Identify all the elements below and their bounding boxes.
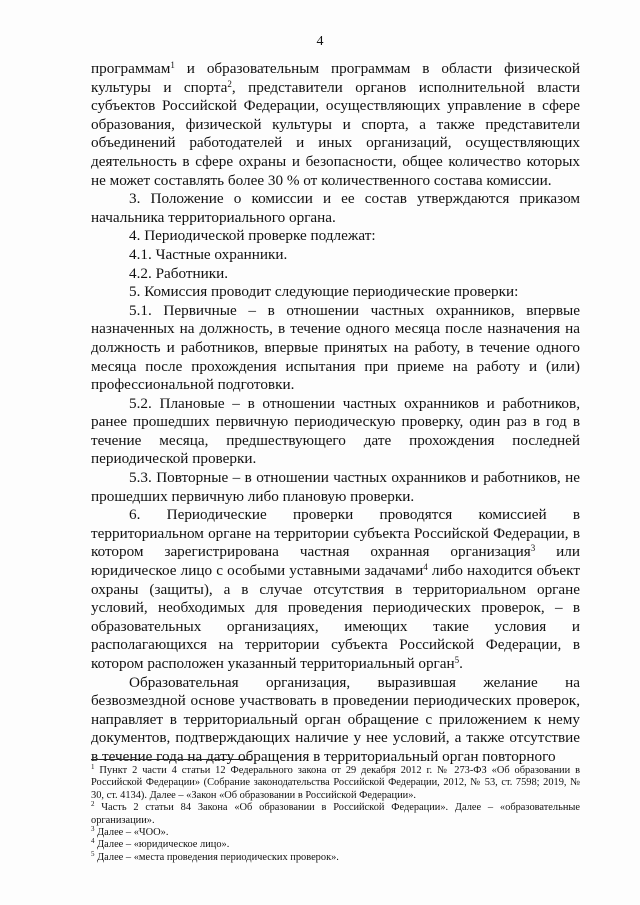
footnote-text: Часть 2 статьи 84 Закона «Об образовании в Российской Федерации». Далее – «образовательные организации». (91, 802, 580, 826)
body-text (91, 60, 580, 767)
body-paragraph (91, 395, 580, 469)
body-paragraph (91, 227, 580, 246)
paragraph-text: 4. Периодической проверке подлежат: (129, 227, 376, 245)
footnote-reference: 4 (423, 562, 428, 573)
paragraph-text: 3. Положение о комиссии и ее состав утверждаются приказом начальника территориального органа. (91, 190, 580, 226)
body-paragraph (91, 190, 580, 227)
body-paragraph (91, 246, 580, 265)
footnote-number: 5 (91, 849, 95, 858)
footnote-number: 4 (91, 837, 95, 846)
body-paragraph (91, 265, 580, 284)
footnote-reference: 2 (227, 78, 232, 89)
footnote-reference: 5 (454, 655, 460, 665)
paragraph-text: или юридическое лицо с особыми уставными задачами (91, 543, 580, 580)
body-paragraph (91, 283, 580, 302)
paragraph-text: 5.1. Первичные – в отношении частных охранников, впервые назначенных на должность, в течение одного месяца после назначения на должность и работников, впервые принятых на работу, в течение одного месяца после прохождения испытания при приеме на работу и (или) профессиональной подготовки. (91, 301, 580, 394)
paragraph-text: . (459, 655, 463, 672)
footnote-reference: 3 (530, 543, 536, 554)
footnote-text: Далее – «юридическое лицо». (94, 839, 230, 851)
paragraph-text: 6. Периодические проверки проводятся комиссией в территориальном органе на территории субъекта Российской Федерации, в котором зарегистрирована частная охранная организация (91, 506, 580, 561)
paragraph-text: , представители органов исполнительной власти субъектов Российской Федерации, осуществляющих управление в сфере образования, физической культуры и спорта, а также представители объединений работодателей и иных организаций, осуществляющих деятельность в сфере охраны и безопасности, общее количество которых не может составлять более 30 % от количественного состава комиссии. (91, 78, 580, 189)
paragraph-text: 5.3. Повторные – в отношении частных охранников и работников, не прошедших первичную либо плановую проверки. (91, 469, 580, 505)
footnote (91, 765, 580, 802)
paragraph-text: программам (91, 60, 171, 77)
body-paragraph (91, 60, 580, 190)
paragraph-text: Образовательная организация, выразившая желание на безвозмездной основе участвовать в проведении периодических проверок, направляет в территориальный орган обращение с приложением к нему документов, подтверждающих наличие у нее условий, а также отсутствие в течение года на дату обращения в территориальный орган повторного (91, 673, 580, 765)
footnote-number: 2 (91, 800, 95, 809)
body-paragraph (91, 302, 580, 395)
paragraph-text: 4.1. Частные охранники. (129, 245, 288, 263)
footnote (91, 839, 580, 851)
footnotes (91, 765, 580, 864)
footnote-separator (91, 759, 251, 760)
footnote-number: 3 (91, 825, 95, 834)
paragraph-text: 5.2. Плановые – в отношении частных охранников и работников, ранее прошедших первичную периодическую проверку, один раз в год в течение месяца, предшествующего дате прохождения последней периодической проверки. (91, 394, 580, 468)
paragraph-text: 4.2. Работники. (129, 264, 229, 282)
paragraph-text: либо находится объект охраны (защиты), а в случае отсутствия в территориальном органе условий, необходимых для проведения периодических проверок, – в образовательных организациях, имеющих такие условия и располагающихся на территории субъекта Российской Федерации, в котором расположен указанный территориальный орган (91, 562, 580, 672)
body-paragraph (91, 469, 580, 506)
footnote (91, 849, 580, 864)
body-paragraph (91, 506, 580, 673)
body-paragraph (91, 674, 580, 767)
page-number: 4 (316, 34, 324, 49)
footnote (91, 827, 580, 839)
footnote-reference: 1 (170, 60, 175, 70)
paragraph-text: 5. Комиссия проводит следующие периодические проверки: (129, 283, 519, 301)
footnote-number: 1 (91, 763, 95, 771)
paragraph-text: и образовательным программам в области физической культуры и спорта (91, 60, 580, 96)
footnote (91, 802, 580, 827)
footnote-text: Далее – «места проведения периодических проверок». (94, 851, 339, 863)
footnote-text: Далее – «ЧОО». (94, 827, 169, 839)
footnote-text: Пункт 2 части 4 статьи 12 Федерального закона от 29 декабря 2012 г. № 273-ФЗ «Об образовании в Российской Федерации» (Собрание законодательства Российской Федерации, 2012, № 53, ст. 7598; 2019, № 30, ст. 4134). Далее – «Закон «Об образовании в Российской Федерации». (91, 765, 580, 801)
